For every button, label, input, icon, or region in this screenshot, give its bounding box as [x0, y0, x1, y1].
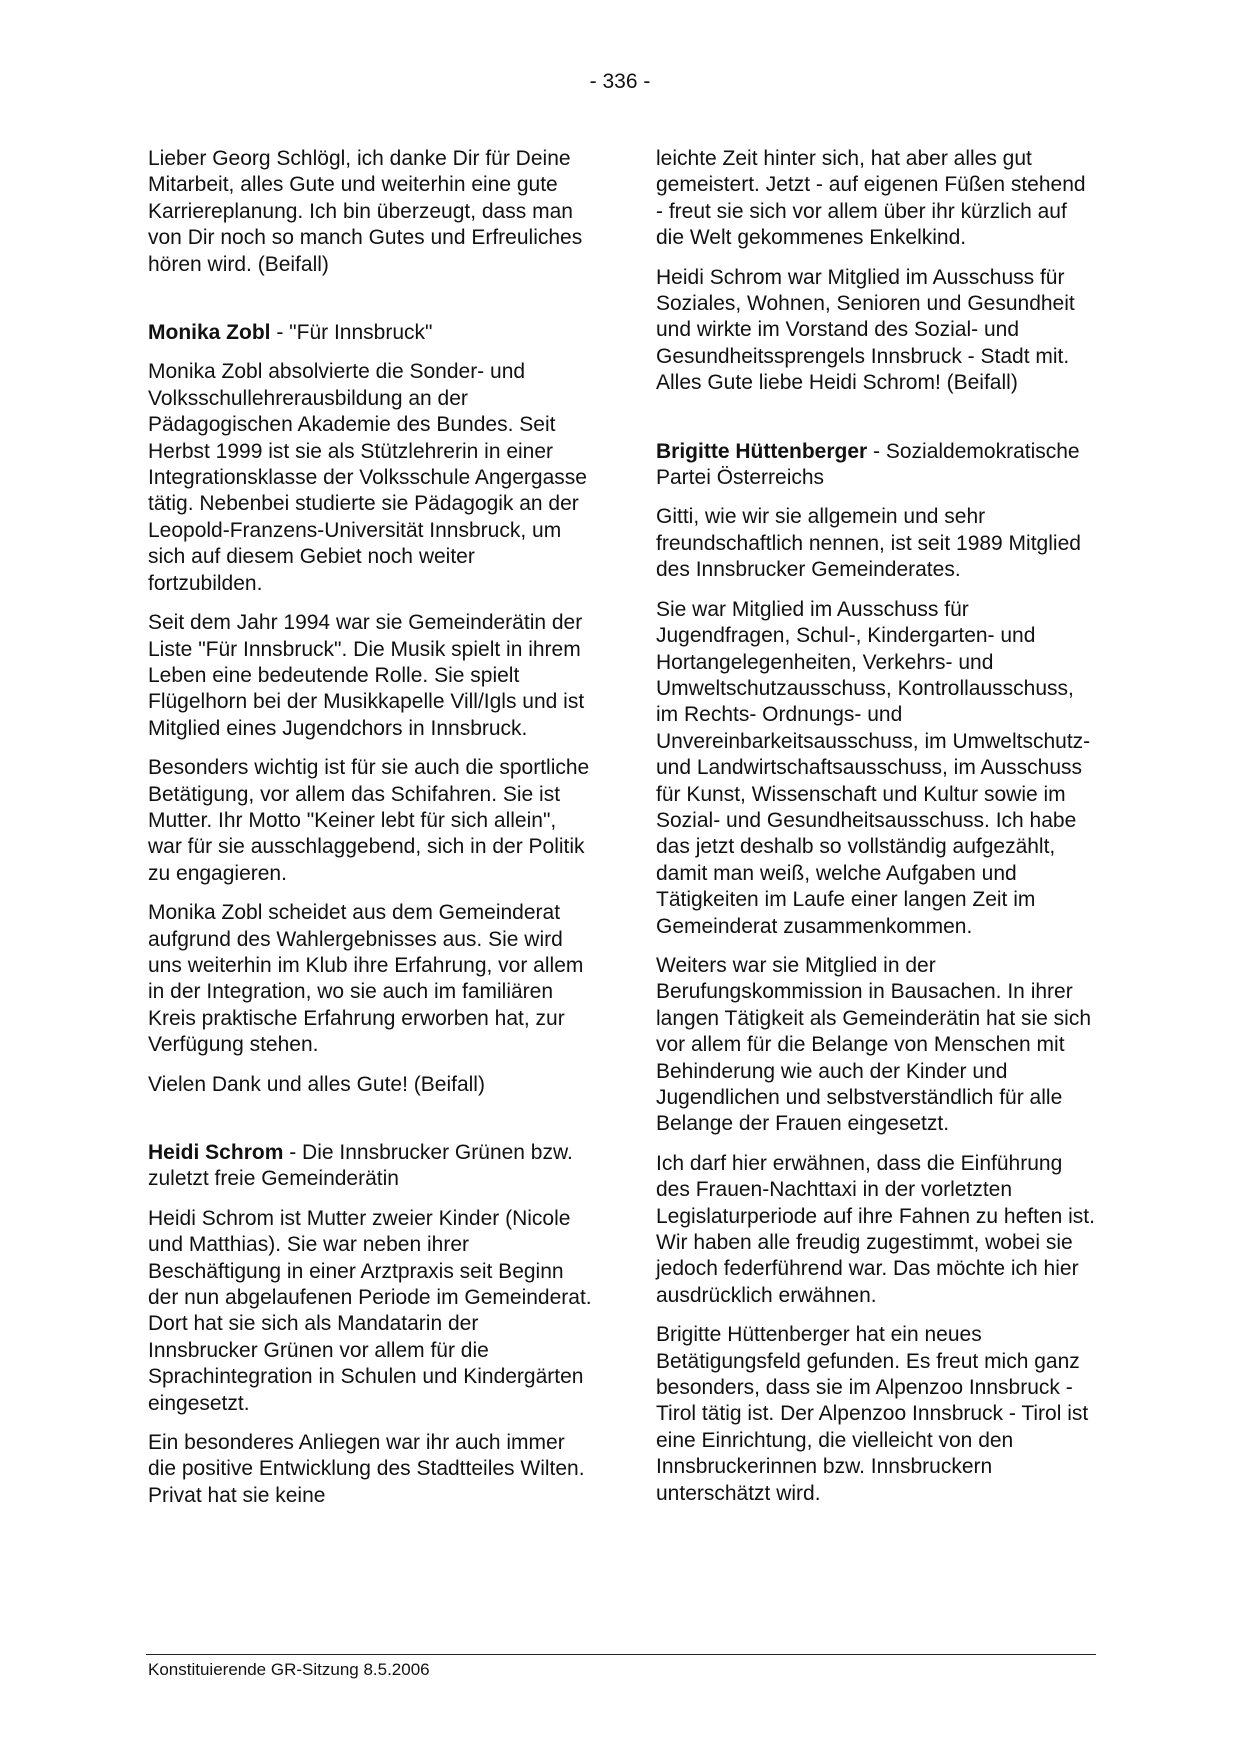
paragraph: Heidi Schrom war Mitglied im Ausschuss für Soziales, Wohnen, Senioren und Gesundheit und wirkte im Vorstand des Sozial- und Gesundheitssprengels Innsbruck - Stadt mit. Alles Gute liebe Heidi Schrom! (Beifall) [656, 265, 1075, 395]
page-number: - 336 - [589, 70, 651, 93]
paragraph: Gitti, wie wir sie allgemein und sehr freundschaftlich nennen, ist seit 1989 Mitglied des Innsbrucker Gemeinderates. [656, 505, 1081, 582]
person-name: Brigitte Hüttenberger [656, 439, 868, 463]
footer-text: Konstituierende GR-Sitzung 8.5.2006 [148, 1660, 430, 1679]
paragraph: Lieber Georg Schlögl, ich danke Dir für Deine Mitarbeit, alles Gute und weiterhin eine gute Karriereplanung. Ich bin überzeugt, dass man von Dir noch so manch Gutes und Erfreuliches hören wird. (Beifall) [148, 147, 583, 276]
paragraph: Ein besonderes Anliegen war ihr auch immer die positive Entwicklung des Stadtteiles Wilten. Privat hat sie keine [148, 1431, 585, 1507]
person-name: Monika Zobl [148, 321, 271, 345]
section-heading-zobl [148, 320, 593, 346]
party-label: - Die Innsbrucker Grünen bzw. zuletzt freie Gemeinderätin [148, 1141, 573, 1191]
paragraph: Weiters war sie Mitglied in der Berufungskommission in Bausachen. In ihrer langen Tätigkeit als Gemeinderätin hat sie sich vor allem für die Belange von Menschen mit Behinderung wie auch der Kinder und Jugendlichen und selbstverständlich für alle Belange der Frauen eingesetzt. [656, 953, 1092, 1136]
paragraph: leichte Zeit hinter sich, hat aber alles gut gemeistert. Jetzt - auf eigenen Füßen stehend - freut sie sich vor allem über ihr kürzlich auf die Welt gekommenes Enkelkind. [656, 147, 1086, 250]
footer-divider [146, 1654, 1096, 1655]
section-heading-huettenberger [656, 439, 1096, 492]
paragraph: Besonders wichtig ist für sie auch die sportliche Betätigung, vor allem das Schifahren. Sie ist Mutter. Ihr Motto "Keiner lebt für sich allein", war für sie ausschlaggebend, sich in der Politik zu engagieren. [148, 756, 590, 885]
paragraph: Heidi Schrom ist Mutter zweier Kinder (Nicole und Matthias). Sie war neben ihrer Beschäftigung in einer Arztpraxis seit Beginn der nun abgelaufenen Periode im Gemeinderat. Dort hat sie sich als Mandatarin der Innsbrucker Grünen vor allem für die Sprachintegration in Schulen und Kindergärten eingesetzt. [148, 1206, 592, 1415]
paragraph: Brigitte Hüttenberger hat ein neues Betätigungsfeld gefunden. Es freut mich ganz besonders, dass sie im Alpenzoo Innsbruck - Tirol tätig ist. Der Alpenzoo Innsbruck - Tirol ist eine Einrichtung, die vielleicht von den Innsbruckerinnen bzw. Innsbruckern unterschätzt wird. [656, 1323, 1089, 1505]
right-column [656, 146, 1096, 1520]
paragraph: Monika Zobl scheidet aus dem Gemeinderat aufgrund des Wahlergebnisses aus. Sie wird uns weiterhin im Klub ihre Erfahrung, vor allem in der Integration, wo sie auch im familiären Kreis praktische Erfahrung erworben hat, zur Verfügung stehen. [148, 901, 584, 1057]
paragraph: Ich darf hier erwähnen, dass die Einführung des Frauen-Nachttaxi in der vorletzten Legislaturperiode auf ihre Fahnen zu heften ist. Wir haben alle freudig zugestimmt, wobei sie jedoch federführend war. Das möchte ich hier ausdrücklich erwähnen. [656, 1151, 1095, 1307]
paragraph: Sie war Mitglied im Ausschuss für Jugendfragen, Schul-, Kindergarten- und Hortangelegenheiten, Verkehrs- und Umweltschutzausschuss, Kontrollausschuss, im Rechts- Ordnungs- und Unvereinbarkeitsausschuss, im Umweltschutz- und Landwirtschaftsausschuss, im Ausschuss für Kunst, Wissenschaft und Kultur sowie im Sozial- und Gesundheitsausschuss. Ich habe das jetzt deshalb so vollständig aufgezählt, damit man weiß, welche Aufgaben und Tätigkeiten im Laufe einer langen Zeit im Gemeinderat zusammenkommen. [656, 597, 1091, 938]
paragraph: Monika Zobl absolvierte die Sonder- und Volksschullehrerausbildung an der Pädagogischen Akademie des Bundes. Seit Herbst 1999 ist sie als Stützlehrerin in einer Integrationsklasse der Volksschule Angergasse tätig. Nebenbei studierte sie Pädagogik an der Leopold-Franzens-Universität Innsbruck, um sich auf diesem Gebiet noch weiter fortzubilden. [148, 360, 587, 595]
left-column [148, 146, 593, 1522]
party-label: - Sozialdemokratische Partei Österreichs [656, 439, 1080, 490]
section-heading-schrom [148, 1140, 593, 1193]
paragraph: Vielen Dank und alles Gute! (Beifall) [148, 1072, 485, 1096]
person-name: Heidi Schrom [148, 1141, 284, 1164]
party-label: - "Für Innsbruck" [270, 321, 433, 345]
paragraph: Seit dem Jahr 1994 war sie Gemeinderätin der Liste "Für Innsbruck". Die Musik spielt in ihrem Leben eine bedeutende Rolle. Sie spielt Flügelhorn bei der Musikkapelle Vill/Igls und ist Mitglied eines Jugendchors in Innsbruck. [148, 611, 585, 740]
